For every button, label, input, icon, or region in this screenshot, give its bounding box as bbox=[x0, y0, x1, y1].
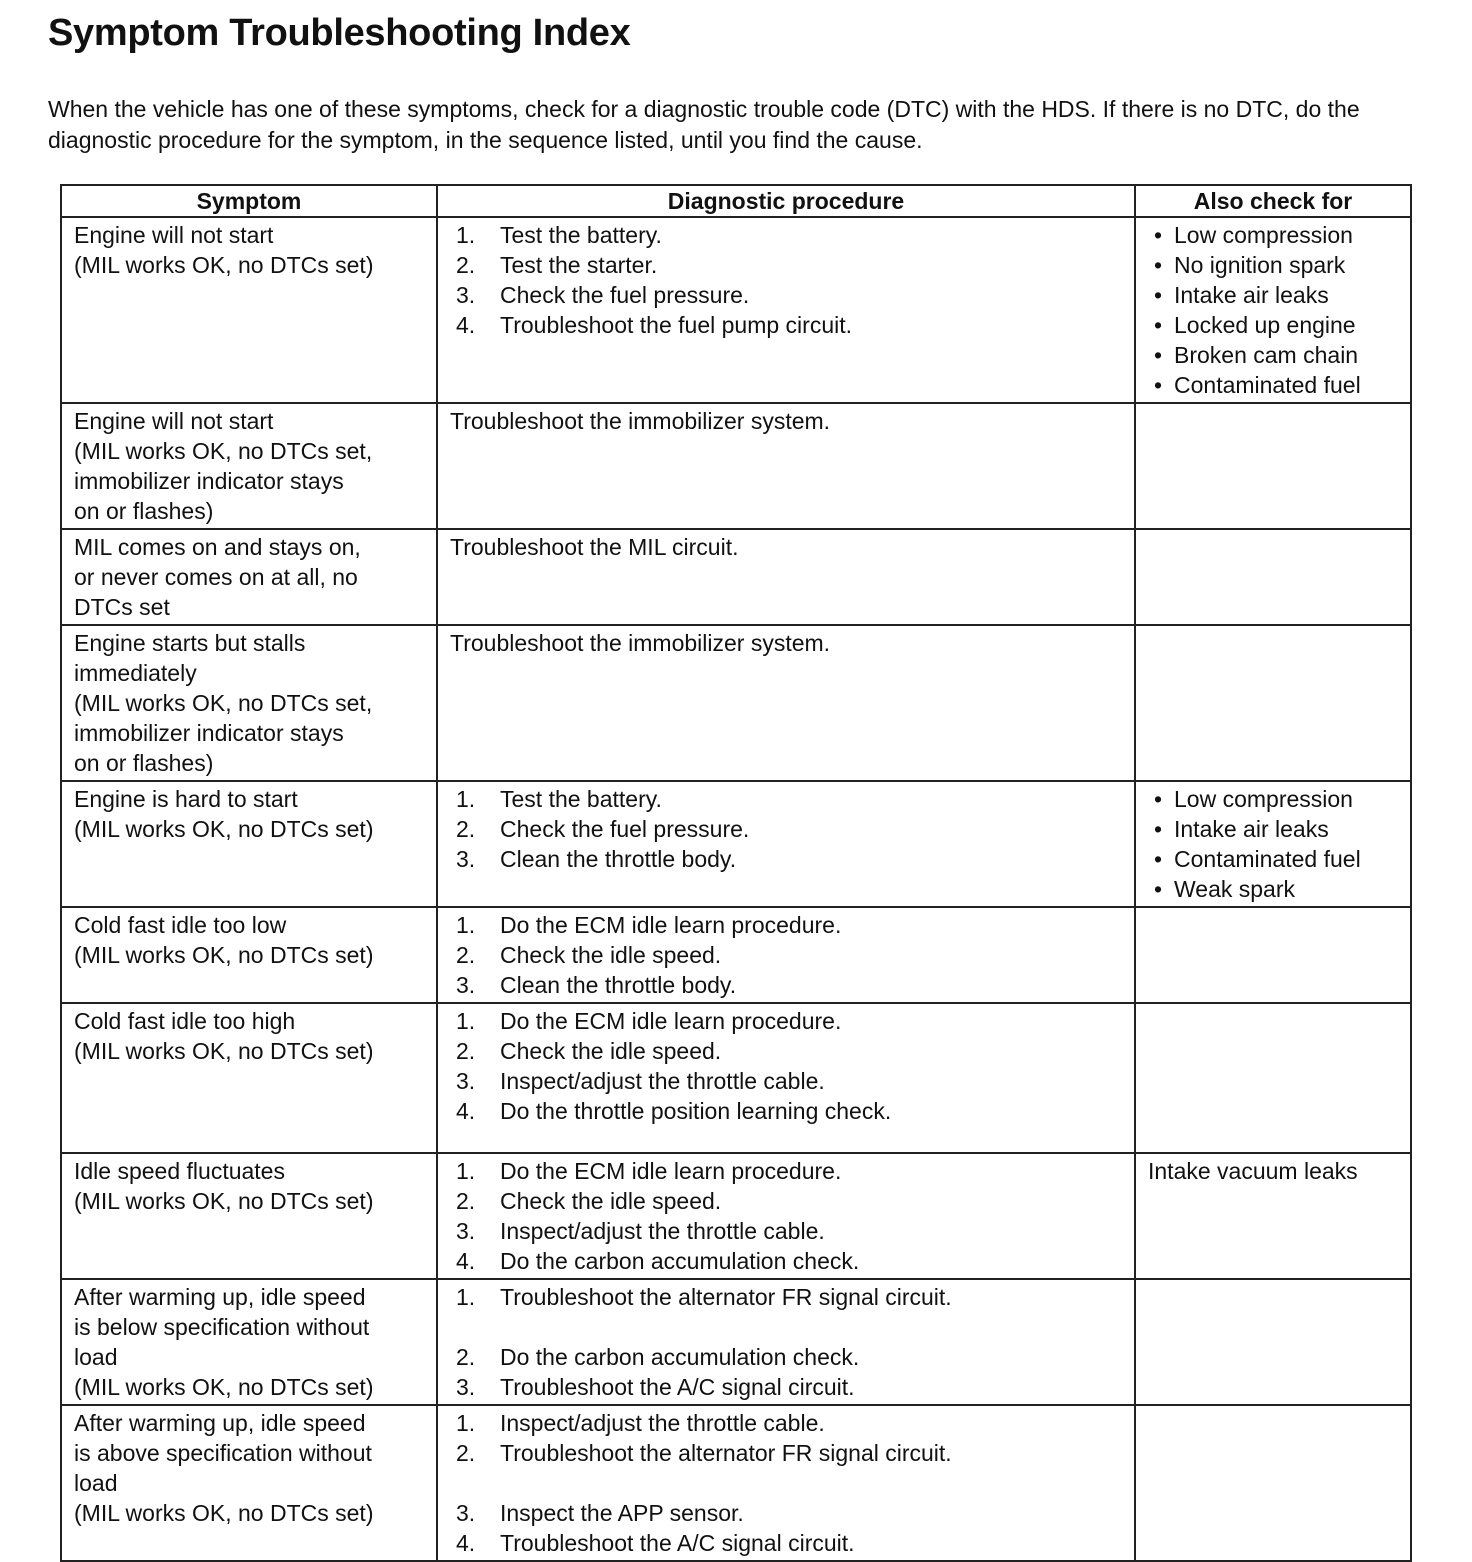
procedure-steps bbox=[450, 910, 1126, 1000]
procedure-step bbox=[450, 1372, 1126, 1402]
step-text: Do the ECM idle learn procedure. bbox=[500, 912, 842, 938]
also-check-item: • No ignition spark bbox=[1148, 250, 1402, 280]
symptom-line: Engine will not start bbox=[74, 408, 274, 434]
step-text: Check the fuel pressure. bbox=[500, 816, 750, 842]
table-row bbox=[61, 907, 1411, 1003]
step-number: 2. bbox=[456, 252, 476, 278]
symptom-cell bbox=[61, 1405, 437, 1561]
symptom-line: is below specification without bbox=[74, 1314, 370, 1340]
procedure-step bbox=[450, 1438, 1126, 1468]
also-check-item: • Low compression bbox=[1148, 784, 1402, 814]
symptom-line: (MIL works OK, no DTCs set) bbox=[74, 816, 374, 842]
step-number: 4. bbox=[456, 1098, 476, 1124]
procedure-text: Troubleshoot the MIL circuit. bbox=[450, 534, 739, 560]
step-text: Check the fuel pressure. bbox=[500, 282, 750, 308]
symptom-line: on or flashes) bbox=[74, 750, 214, 776]
symptom-line: load bbox=[74, 1344, 118, 1370]
also-check-cell bbox=[1135, 529, 1411, 625]
step-text: Troubleshoot the alternator FR signal circuit. bbox=[500, 1440, 952, 1466]
symptom-line: immobilizer indicator stays bbox=[74, 468, 344, 494]
also-check-item: • Intake air leaks bbox=[1148, 814, 1402, 844]
symptom-line: Cold fast idle too low bbox=[74, 912, 287, 938]
step-text: Inspect/adjust the throttle cable. bbox=[500, 1410, 825, 1436]
step-number: 1. bbox=[456, 786, 476, 812]
step-number: 2. bbox=[456, 1440, 476, 1466]
procedure-step bbox=[450, 970, 1126, 1000]
procedure-steps bbox=[450, 1006, 1126, 1126]
also-check-cell bbox=[1135, 1279, 1411, 1405]
also-check-cell bbox=[1135, 781, 1411, 907]
symptom-cell bbox=[61, 625, 437, 781]
header-diagnostic-procedure: Diagnostic procedure bbox=[437, 185, 1135, 217]
symptom-line: (MIL works OK, no DTCs set) bbox=[74, 942, 374, 968]
also-check-cell bbox=[1135, 625, 1411, 781]
symptom-line: immobilizer indicator stays bbox=[74, 720, 344, 746]
symptom-line: Cold fast idle too high bbox=[74, 1008, 296, 1034]
also-check-item: • Intake air leaks bbox=[1148, 280, 1402, 310]
procedure-cell bbox=[437, 403, 1135, 529]
procedure-step bbox=[450, 1282, 1126, 1312]
table-row bbox=[61, 529, 1411, 625]
symptom-line: After warming up, idle speed bbox=[74, 1284, 366, 1310]
procedure-step bbox=[450, 910, 1126, 940]
table-row bbox=[61, 1279, 1411, 1405]
step-text: Check the idle speed. bbox=[500, 1038, 722, 1064]
also-check-item: • Weak spark bbox=[1148, 874, 1402, 904]
step-number: 3. bbox=[456, 972, 476, 998]
step-number: 2. bbox=[456, 942, 476, 968]
symptom-cell bbox=[61, 907, 437, 1003]
procedure-cell bbox=[437, 529, 1135, 625]
symptom-line: After warming up, idle speed bbox=[74, 1410, 366, 1436]
step-number: 1. bbox=[456, 912, 476, 938]
also-check-cell bbox=[1135, 1405, 1411, 1561]
also-check-list bbox=[1148, 784, 1402, 904]
procedure-steps bbox=[450, 1156, 1126, 1276]
table-row bbox=[61, 1003, 1411, 1153]
symptom-line: Engine will not start bbox=[74, 222, 274, 248]
procedure-steps bbox=[450, 220, 1126, 340]
procedure-cell bbox=[437, 1153, 1135, 1279]
also-check-text: Intake vacuum leaks bbox=[1148, 1158, 1358, 1184]
step-number: 1. bbox=[456, 1284, 476, 1310]
step-number: 1. bbox=[456, 1008, 476, 1034]
procedure-step bbox=[450, 1156, 1126, 1186]
procedure-step bbox=[450, 1216, 1126, 1246]
symptom-line: DTCs set bbox=[74, 594, 170, 620]
step-text: Inspect/adjust the throttle cable. bbox=[500, 1218, 825, 1244]
step-number: 3. bbox=[456, 1374, 476, 1400]
also-check-cell bbox=[1135, 907, 1411, 1003]
step-text: Test the battery. bbox=[500, 786, 662, 812]
step-number: 3. bbox=[456, 1500, 476, 1526]
table-row bbox=[61, 403, 1411, 529]
step-number: 2. bbox=[456, 1344, 476, 1370]
step-text: Troubleshoot the fuel pump circuit. bbox=[500, 312, 852, 338]
procedure-cell bbox=[437, 1003, 1135, 1153]
procedure-step bbox=[450, 1408, 1126, 1438]
procedure-cell bbox=[437, 217, 1135, 403]
procedure-step bbox=[450, 1006, 1126, 1036]
table-row bbox=[61, 1405, 1411, 1561]
symptom-line: (MIL works OK, no DTCs set) bbox=[74, 1188, 374, 1214]
also-check-item: • Contaminated fuel bbox=[1148, 370, 1402, 400]
procedure-cell bbox=[437, 1279, 1135, 1405]
symptom-line: (MIL works OK, no DTCs set, bbox=[74, 438, 373, 464]
procedure-step bbox=[450, 1036, 1126, 1066]
procedure-step bbox=[450, 1186, 1126, 1216]
also-check-cell bbox=[1135, 217, 1411, 403]
step-number: 2. bbox=[456, 816, 476, 842]
procedure-step bbox=[450, 1066, 1126, 1096]
symptom-line: MIL comes on and stays on, bbox=[74, 534, 361, 560]
step-number: 1. bbox=[456, 1158, 476, 1184]
step-number: 3. bbox=[456, 282, 476, 308]
also-check-list bbox=[1148, 220, 1402, 400]
step-number: 3. bbox=[456, 846, 476, 872]
step-number: 2. bbox=[456, 1188, 476, 1214]
procedure-step bbox=[450, 784, 1126, 814]
also-check-cell bbox=[1135, 1003, 1411, 1153]
symptom-line: Idle speed fluctuates bbox=[74, 1158, 285, 1184]
table-row bbox=[61, 625, 1411, 781]
symptom-line: load bbox=[74, 1470, 118, 1496]
step-text: Clean the throttle body. bbox=[500, 846, 737, 872]
step-text: Do the throttle position learning check. bbox=[500, 1098, 892, 1124]
step-text: Troubleshoot the A/C signal circuit. bbox=[500, 1374, 855, 1400]
procedure-step bbox=[450, 310, 1126, 340]
procedure-text: Troubleshoot the immobilizer system. bbox=[450, 408, 831, 434]
procedure-step bbox=[450, 220, 1126, 250]
procedure-step bbox=[450, 1528, 1126, 1558]
procedure-step bbox=[450, 1342, 1126, 1372]
procedure-cell bbox=[437, 625, 1135, 781]
symptom-cell bbox=[61, 781, 437, 907]
procedure-step bbox=[450, 1498, 1126, 1528]
also-check-item: • Broken cam chain bbox=[1148, 340, 1402, 370]
symptom-line: Engine starts but stalls bbox=[74, 630, 306, 656]
table-row bbox=[61, 217, 1411, 403]
symptom-line: (MIL works OK, no DTCs set) bbox=[74, 1038, 374, 1064]
symptom-cell bbox=[61, 217, 437, 403]
symptom-line: or never comes on at all, no bbox=[74, 564, 358, 590]
step-number: 1. bbox=[456, 1410, 476, 1436]
symptom-line: (MIL works OK, no DTCs set) bbox=[74, 1374, 374, 1400]
table-header-row bbox=[61, 185, 1411, 217]
step-number: 4. bbox=[456, 1248, 476, 1274]
table-row bbox=[61, 1153, 1411, 1279]
step-text: Do the ECM idle learn procedure. bbox=[500, 1008, 842, 1034]
procedure-steps bbox=[450, 1408, 1126, 1558]
step-number: 1. bbox=[456, 222, 476, 248]
symptom-line: Engine is hard to start bbox=[74, 786, 298, 812]
step-text: Inspect the APP sensor. bbox=[500, 1500, 744, 1526]
page-title: Symptom Troubleshooting Index bbox=[48, 12, 631, 54]
procedure-text: Troubleshoot the immobilizer system. bbox=[450, 630, 831, 656]
procedure-cell bbox=[437, 907, 1135, 1003]
step-number: 3. bbox=[456, 1218, 476, 1244]
symptom-line: immediately bbox=[74, 660, 197, 686]
symptom-line: (MIL works OK, no DTCs set) bbox=[74, 252, 374, 278]
step-text: Do the carbon accumulation check. bbox=[500, 1344, 860, 1370]
procedure-steps bbox=[450, 1282, 1126, 1402]
procedure-step bbox=[450, 250, 1126, 280]
step-text: Do the carbon accumulation check. bbox=[500, 1248, 860, 1274]
step-text: Troubleshoot the alternator FR signal circuit. bbox=[500, 1284, 952, 1310]
symptom-cell bbox=[61, 1003, 437, 1153]
procedure-cell bbox=[437, 781, 1135, 907]
also-check-item: • Locked up engine bbox=[1148, 310, 1402, 340]
also-check-cell bbox=[1135, 403, 1411, 529]
step-text: Troubleshoot the A/C signal circuit. bbox=[500, 1530, 855, 1556]
also-check-item: • Low compression bbox=[1148, 220, 1402, 250]
header-also-check-for: Also check for bbox=[1135, 185, 1411, 217]
symptom-line: (MIL works OK, no DTCs set, bbox=[74, 690, 373, 716]
step-number: 4. bbox=[456, 1530, 476, 1556]
procedure-step bbox=[450, 814, 1126, 844]
symptom-cell bbox=[61, 1153, 437, 1279]
procedure-step bbox=[450, 1246, 1126, 1276]
step-text: Check the idle speed. bbox=[500, 942, 722, 968]
step-number: 2. bbox=[456, 1038, 476, 1064]
procedure-step bbox=[450, 844, 1126, 874]
procedure-step bbox=[450, 940, 1126, 970]
symptom-line: is above specification without bbox=[74, 1440, 372, 1466]
step-number: 4. bbox=[456, 312, 476, 338]
procedure-steps bbox=[450, 784, 1126, 874]
intro-paragraph: When the vehicle has one of these symptoms, check for a diagnostic trouble code (DTC) with the HDS. If there is no DTC, do the diagnostic procedure for the symptom, in the sequence listed, until you find the cause. bbox=[48, 96, 1360, 153]
symptom-cell bbox=[61, 529, 437, 625]
procedure-step bbox=[450, 280, 1126, 310]
symptom-cell bbox=[61, 1279, 437, 1405]
symptom-cell bbox=[61, 403, 437, 529]
step-text: Do the ECM idle learn procedure. bbox=[500, 1158, 842, 1184]
also-check-item: • Contaminated fuel bbox=[1148, 844, 1402, 874]
procedure-step bbox=[450, 1096, 1126, 1126]
header-symptom: Symptom bbox=[61, 185, 437, 217]
procedure-cell bbox=[437, 1405, 1135, 1561]
also-check-cell bbox=[1135, 1153, 1411, 1279]
symptom-line: (MIL works OK, no DTCs set) bbox=[74, 1500, 374, 1526]
step-text: Check the idle speed. bbox=[500, 1188, 722, 1214]
symptom-table bbox=[60, 184, 1412, 1562]
table-row bbox=[61, 781, 1411, 907]
step-text: Clean the throttle body. bbox=[500, 972, 737, 998]
step-text: Test the battery. bbox=[500, 222, 662, 248]
step-text: Test the starter. bbox=[500, 252, 658, 278]
step-number: 3. bbox=[456, 1068, 476, 1094]
step-text: Inspect/adjust the throttle cable. bbox=[500, 1068, 825, 1094]
symptom-line: on or flashes) bbox=[74, 498, 214, 524]
